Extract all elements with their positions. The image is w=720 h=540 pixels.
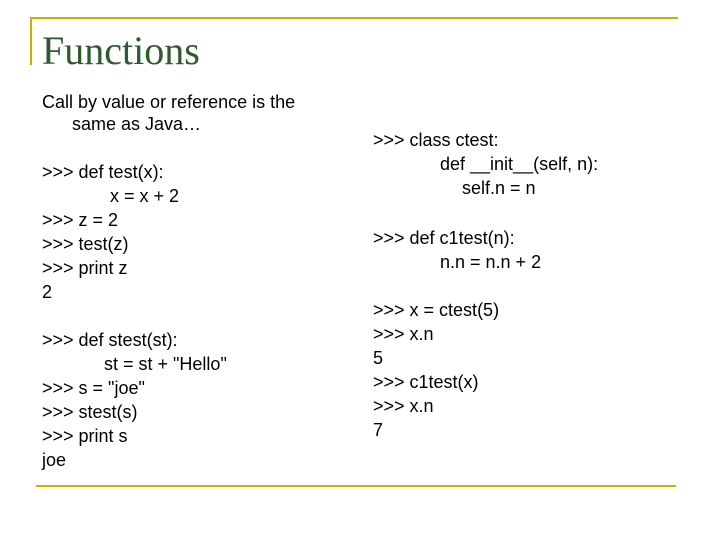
- output-line: 7: [373, 420, 384, 440]
- output-line: joe: [42, 450, 67, 470]
- code-line: >>> z = 2: [42, 210, 119, 230]
- code-line: >>> x.n: [373, 396, 434, 416]
- code-line: self.n = n: [462, 178, 536, 198]
- code-line: st = st + "Hello": [104, 354, 227, 374]
- output-line: 5: [373, 348, 384, 368]
- bottom-border-rule: [36, 485, 676, 487]
- code-line: >>> print z: [42, 258, 128, 278]
- top-border-rule: [30, 17, 678, 19]
- code-line: x = x + 2: [110, 186, 180, 206]
- output-line: 2: [42, 282, 53, 302]
- code-line: n.n = n.n + 2: [440, 252, 542, 272]
- code-line: def __init__(self, n):: [440, 154, 599, 174]
- code-line: >>> test(z): [42, 234, 129, 254]
- code-line: >>> c1test(x): [373, 372, 479, 392]
- code-line: >>> def c1test(n):: [373, 228, 515, 248]
- slide-title: Functions: [42, 28, 200, 73]
- left-border-rule: [30, 17, 32, 65]
- code-line: >>> s = "joe": [42, 378, 145, 398]
- intro-line-1: Call by value or reference is the: [42, 92, 296, 112]
- code-line: >>> stest(s): [42, 402, 138, 422]
- code-line: >>> class ctest:: [373, 130, 499, 150]
- code-line: >>> def test(x):: [42, 162, 164, 182]
- code-line: >>> print s: [42, 426, 128, 446]
- code-line: >>> x = ctest(5): [373, 300, 500, 320]
- code-line: >>> def stest(st):: [42, 330, 178, 350]
- code-line: >>> x.n: [373, 324, 434, 344]
- intro-line-2: same as Java…: [72, 114, 202, 134]
